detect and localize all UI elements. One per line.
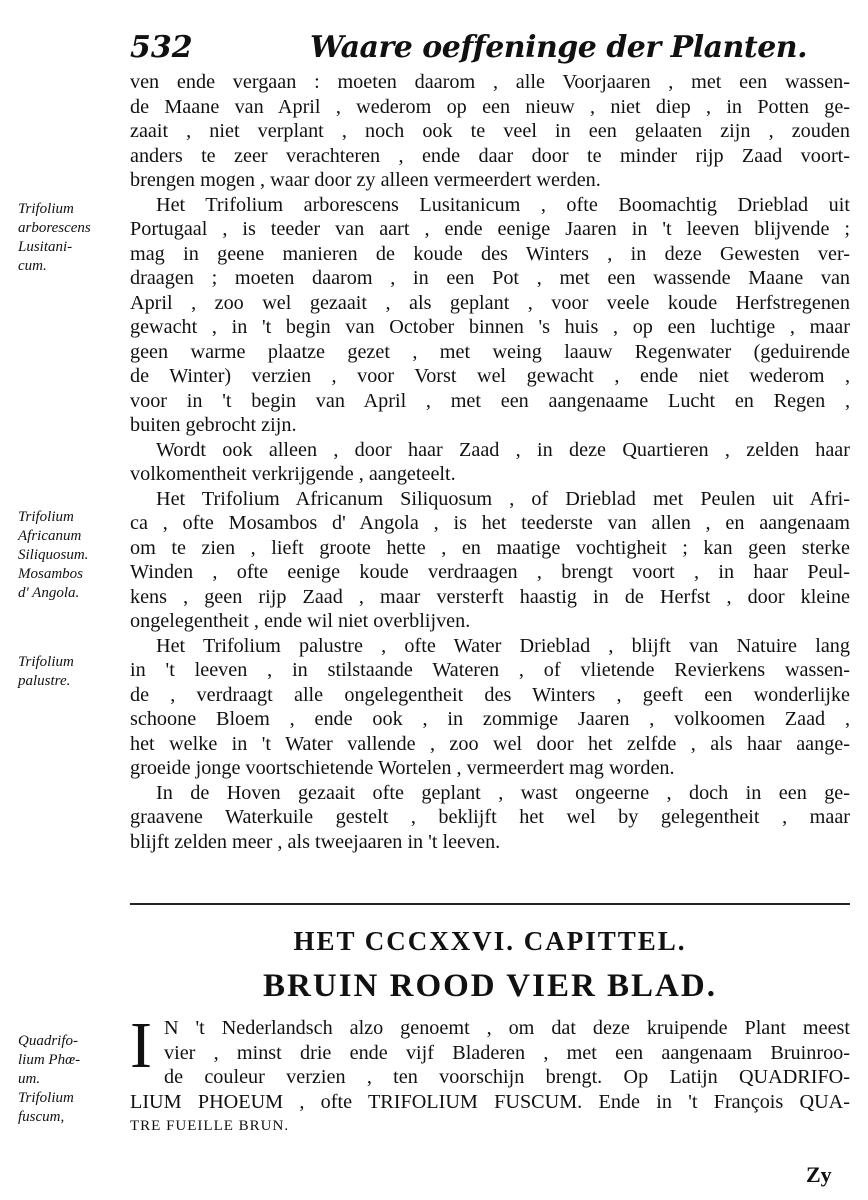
text-line: de Maane van April , wederom op een nieuw , niet diep , in Potten ge- [130,95,850,118]
text-line: Het Trifolium arborescens Lusitanicum , ofte Boomachtig Drieblad uit [156,193,850,216]
section-divider [130,903,850,905]
margin-note-trifolium-palustre: Trifolium palustre. [18,654,74,689]
text-line: draagen ; moeten daarom , in een Pot , met een wassende Maane van [130,267,850,289]
text-line: voor in 't begin van April , met een aangenaame Lucht en Regen , [130,389,850,412]
chapter-title: BRUIN ROOD VIER BLAD. [263,968,717,1004]
text-line: LIUM PHOEUM , ofte TRIFOLIUM FUSCUM. Ende in 't François QUA- [130,1090,850,1113]
text-line: TRE FUEILLE BRUN. [130,1118,290,1134]
text-line: graavene Waterkuile gestelt , beklijft het wel by gelegentheit , maar [130,806,850,828]
text-line: ca , ofte Mosambos d' Angola , is het teederste van allen , en aangenaam [130,512,850,534]
text-line: Wordt ook alleen , door haar Zaad , in deze Quartieren , zelden haar [156,438,850,461]
page-number: 532 [130,30,193,65]
text-line: blijft zelden meer , als tweejaaren in 't leeven. [130,830,501,853]
text-line: schoone Bloem , ende ook , in zommige Jaaren , volkoomen Zaad , [130,708,850,730]
text-line: geen warme plaatze gezet , met weing laauw Regenwater (geduirende [130,340,850,363]
text-line: om te zien , lieft groote hette , en maatige vochtigheit ; kan geen sterke [130,536,850,559]
body-text [130,70,850,854]
text-line: volkomentheit verkrijgende , aangeteelt. [130,463,456,485]
text-line: de couleur verzien , ten voorschijn brengt. Op Latijn QUADRIFO- [164,1066,850,1088]
text-line: Het Trifolium Africanum Siliquosum , of Drieblad met Peulen uit Afri- [156,487,850,510]
margin-note-quadrifolium: Quadrifo- lium Phœ- um. Trifolium fuscum, [18,1033,81,1125]
text-line: April , zoo wel gezaait , als geplant , voor veele koude Herfstregenen [130,291,850,314]
text-line: N 't Nederlandsch alzo genoemt , om dat deze kruipende Plant meest [164,1017,850,1039]
margin-note-trifolium-africanum: Trifolium Africanum Siliquosum. Mosambos d' Angola. [18,509,89,601]
text-line: anders te zeer verachteren , ende daar door te minder rijp Zaad voort- [130,144,850,167]
text-line: brengen mogen , waar door zy alleen vermeerdert werden. [130,169,601,191]
text-line: zaait , niet verplant , noch ook te veel in een gelaaten zijn , zouden [130,120,850,142]
text-line: in 't leeven , in stilstaande Wateren , of vlietende Revierkens wassen- [130,659,850,681]
drop-cap: I [130,1009,152,1082]
text-line: ongelegentheit , ende wil niet overblijven. [130,610,471,632]
text-line: Winden , ofte eenige koude verdraagen , brengt voort , in haar Peul- [130,561,850,583]
margin-note-trifolium-arborescens: Trifolium arborescens Lusitani- cum. [18,201,91,274]
text-line: Portugaal , is teeder van aart , ende eenige Jaaren in 't leeven blijvende ; [130,218,850,240]
text-line: kens , geen rijp Zaad , maar versterft haastig in de Herfst , door kleine [130,585,850,608]
chapter-text [130,1016,850,1139]
text-line: de Winter) verzien , voor Vorst wel gewacht , ende niet wederom , [130,365,850,387]
text-line: ven ende vergaan : moeten daarom , alle Voorjaaren , met een wassen- [130,71,850,93]
text-line: vier , minst drie ende vijf Bladeren , met een aangenaam Bruinroo- [164,1041,850,1064]
page-header [130,30,850,70]
text-line: groeide jonge voortschietende Wortelen , vermeerdert mag worden. [130,757,675,779]
text-line: Het Trifolium palustre , ofte Water Drieblad , blijft van Natuire lang [156,634,850,657]
text-line: de , verdraagt alle ongelegentheit des Winters , geeft een wonderlijke [130,683,850,706]
chapter-heading: HET CCCXXVI. CAPITTEL. [293,926,687,956]
text-line: gewacht , in 't begin van October binnen 's huis , op een luchtige , maar [130,316,850,338]
text-line: mag in geene manieren de koude des Winters , in deze Gewesten ver- [130,242,850,265]
text-line: In de Hoven gezaait ofte geplant , wast ongeerne , doch in een ge- [156,781,850,804]
text-line: het welke in 't Water vallende , zoo wel door het zelfde , als haar aange- [130,732,850,755]
text-line: buiten gebrocht zijn. [130,414,297,436]
catchword: Zy [806,1162,832,1187]
running-title: Waare oeffeninge der Planten. [310,30,808,65]
